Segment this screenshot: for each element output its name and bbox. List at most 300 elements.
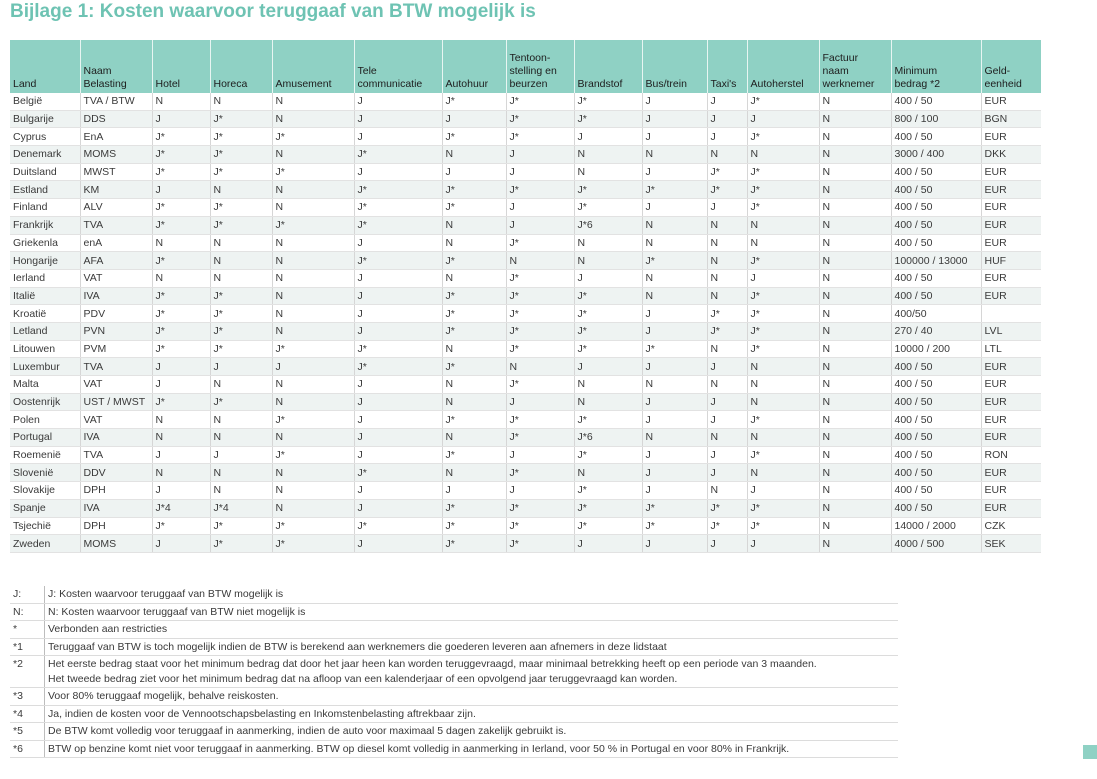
table-row	[10, 340, 1041, 358]
table-cell: J*	[442, 322, 506, 340]
legend-row	[10, 586, 898, 603]
table-cell: N	[442, 464, 506, 482]
table-cell: J	[354, 499, 442, 517]
table-cell: 400/50	[891, 305, 981, 323]
table-cell: J	[506, 146, 574, 164]
country-cell: Kroatië	[10, 305, 80, 323]
country-cell: Malta	[10, 376, 80, 394]
country-cell: Denemark	[10, 146, 80, 164]
table-cell: 400 / 50	[891, 429, 981, 447]
table-row	[10, 287, 1041, 305]
table-cell: J	[642, 305, 707, 323]
table-cell: SEK	[981, 535, 1041, 553]
legend-row	[10, 638, 898, 656]
country-cell: Spanje	[10, 499, 80, 517]
table-cell: N	[152, 411, 210, 429]
table-cell: J	[707, 128, 747, 146]
table-row	[10, 358, 1041, 376]
country-cell: Ierland	[10, 269, 80, 287]
country-cell: Polen	[10, 411, 80, 429]
table-row	[10, 252, 1041, 270]
table-cell: J*	[506, 517, 574, 535]
country-cell: Estland	[10, 181, 80, 199]
table-cell: J	[354, 269, 442, 287]
table-cell: EUR	[981, 199, 1041, 217]
table-cell: TVA	[80, 358, 152, 376]
table-cell: J	[642, 128, 707, 146]
table-cell: J*	[506, 93, 574, 110]
table-cell: J*	[707, 517, 747, 535]
table-cell: N	[707, 287, 747, 305]
table-cell: N	[574, 393, 642, 411]
column-header-line: beurzen	[509, 78, 548, 90]
table-cell: 400 / 50	[891, 181, 981, 199]
table-cell: 400 / 50	[891, 411, 981, 429]
table-cell: J	[354, 322, 442, 340]
table-cell: DDV	[80, 464, 152, 482]
table-cell: J*	[506, 287, 574, 305]
table-cell: J*	[354, 252, 442, 270]
table-cell: J	[152, 446, 210, 464]
table-cell: EUR	[981, 464, 1041, 482]
table-cell: J*	[272, 446, 354, 464]
column-header	[442, 40, 506, 93]
table-cell: J	[747, 110, 819, 128]
legend-description	[45, 638, 899, 656]
table-cell: J	[354, 376, 442, 394]
table-cell: J*	[210, 287, 272, 305]
table-cell: N	[272, 93, 354, 110]
table-row	[10, 234, 1041, 252]
table-cell: N	[210, 252, 272, 270]
table-cell: J	[642, 482, 707, 500]
column-header-line: werknemer	[822, 78, 875, 90]
table-cell: J	[506, 216, 574, 234]
column-header-line: naam	[822, 65, 849, 77]
table-cell: J	[354, 93, 442, 110]
country-cell: Roemenië	[10, 446, 80, 464]
table-cell: N	[819, 163, 891, 181]
table-cell: J*	[642, 517, 707, 535]
table-cell: J	[642, 464, 707, 482]
table-cell: J*	[354, 146, 442, 164]
table-cell: DPH	[80, 482, 152, 500]
legend-description	[45, 688, 899, 706]
table-cell: TVA	[80, 446, 152, 464]
table-cell: J*	[506, 110, 574, 128]
table-cell: J*	[574, 411, 642, 429]
table-cell: J*	[272, 411, 354, 429]
column-header	[210, 40, 272, 93]
table-cell: N	[272, 234, 354, 252]
column-header-line: bedrag *2	[894, 78, 941, 90]
table-cell: PDV	[80, 305, 152, 323]
table-cell: J*	[574, 287, 642, 305]
table-cell: DPH	[80, 517, 152, 535]
table-cell: N	[442, 376, 506, 394]
table-cell: J*	[574, 199, 642, 217]
table-cell: 400 / 50	[891, 482, 981, 500]
table-cell: J	[210, 358, 272, 376]
country-cell: Italië	[10, 287, 80, 305]
legend-description	[45, 740, 899, 758]
table-cell: N	[272, 305, 354, 323]
table-row	[10, 499, 1041, 517]
table-cell: BGN	[981, 110, 1041, 128]
table-cell: N	[707, 340, 747, 358]
table-cell: J*	[747, 252, 819, 270]
table-cell: N	[747, 146, 819, 164]
table-cell: N	[210, 234, 272, 252]
table-cell: HUF	[981, 252, 1041, 270]
table-cell: EUR	[981, 216, 1041, 234]
table-cell: J*	[210, 110, 272, 128]
table-cell: PVM	[80, 340, 152, 358]
table-cell: J*	[506, 340, 574, 358]
table-cell: J	[747, 482, 819, 500]
table-cell: J	[152, 535, 210, 553]
column-header-line: Minimum	[894, 65, 938, 77]
table-cell: J*4	[210, 499, 272, 517]
table-cell: N	[272, 322, 354, 340]
column-header-line: Autohuur	[445, 78, 489, 90]
table-cell: 400 / 50	[891, 163, 981, 181]
table-cell: J*	[747, 181, 819, 199]
table-cell: J*	[442, 287, 506, 305]
table-cell: J	[642, 199, 707, 217]
table-cell: J*	[354, 199, 442, 217]
table-cell: J	[642, 163, 707, 181]
table-cell: N	[819, 464, 891, 482]
table-cell: J*	[152, 252, 210, 270]
column-header-line: Hotel	[155, 78, 181, 90]
table-cell: N	[819, 358, 891, 376]
table-cell: J	[354, 535, 442, 553]
table-cell: J	[574, 358, 642, 376]
table-cell: J	[152, 482, 210, 500]
table-row	[10, 393, 1041, 411]
table-cell: J*	[642, 340, 707, 358]
table-cell: EUR	[981, 429, 1041, 447]
table-cell: J	[354, 482, 442, 500]
table-cell: J	[642, 535, 707, 553]
column-header	[354, 40, 442, 93]
table-cell: EUR	[981, 499, 1041, 517]
table-cell: J*	[272, 535, 354, 553]
table-cell: N	[707, 376, 747, 394]
table-cell: J*	[210, 340, 272, 358]
table-cell: J*	[354, 358, 442, 376]
table-cell: J*	[707, 305, 747, 323]
table-cell: N	[747, 393, 819, 411]
table-cell: VAT	[80, 411, 152, 429]
table-cell: N	[442, 216, 506, 234]
column-header-line: Land	[13, 78, 37, 90]
table-cell: J*	[574, 181, 642, 199]
country-cell: Luxembur	[10, 358, 80, 376]
table-cell: EUR	[981, 358, 1041, 376]
table-cell: N	[819, 499, 891, 517]
table-cell: N	[747, 376, 819, 394]
table-cell: J*	[747, 340, 819, 358]
table-cell: J	[354, 411, 442, 429]
table-cell: J*	[442, 411, 506, 429]
table-cell: N	[819, 376, 891, 394]
legend-row	[10, 740, 898, 758]
table-cell: J*	[272, 517, 354, 535]
table-cell: J	[574, 535, 642, 553]
table-cell: N	[819, 482, 891, 500]
table-cell: MOMS	[80, 535, 152, 553]
table-cell: N	[574, 464, 642, 482]
table-cell: N	[272, 269, 354, 287]
table-row	[10, 269, 1041, 287]
page-corner-marker	[1083, 745, 1097, 759]
table-cell: J*	[152, 340, 210, 358]
column-header	[574, 40, 642, 93]
legend-description-line: Het eerste bedrag staat voor het minimum bedrag dat door het jaar heen kan worden teruggevraagd, maar minimaal betrekking heeft op een periode van 3 maanden.	[48, 658, 817, 670]
column-header	[506, 40, 574, 93]
country-cell: Oostenrijk	[10, 393, 80, 411]
table-row	[10, 464, 1041, 482]
country-cell: Cyprus	[10, 128, 80, 146]
table-cell: J*6	[574, 429, 642, 447]
table-cell: N	[272, 429, 354, 447]
table-cell: N	[210, 376, 272, 394]
table-cell: J*	[354, 181, 442, 199]
table-cell: 400 / 50	[891, 199, 981, 217]
legend-key: N:	[10, 603, 45, 621]
table-cell: J*	[272, 128, 354, 146]
legend-description-line: J: Kosten waarvoor teruggaaf van BTW mogelijk is	[48, 588, 284, 600]
table-cell: 400 / 50	[891, 269, 981, 287]
column-header-line: Amusement	[275, 78, 332, 90]
table-cell: 800 / 100	[891, 110, 981, 128]
table-cell: J	[354, 305, 442, 323]
legend-description-line: Verbonden aan restricties	[48, 623, 168, 635]
table-cell: UST / MWST	[80, 393, 152, 411]
page-title: Bijlage 1: Kosten waarvoor teruggaaf van BTW mogelijk is	[10, 1, 536, 22]
table-cell: N	[152, 429, 210, 447]
table-cell: J	[354, 393, 442, 411]
legend-description-line: Ja, indien de kosten voor de Vennootschapsbelasting en Inkomstenbelasting aftrekbaar zijn.	[48, 707, 476, 720]
table-cell: J	[574, 269, 642, 287]
table-cell: N	[819, 446, 891, 464]
column-header-line: Taxi's	[710, 78, 737, 90]
table-cell: N	[819, 216, 891, 234]
table-cell: J*	[442, 305, 506, 323]
table-cell: 400 / 50	[891, 499, 981, 517]
table-cell: N	[210, 93, 272, 110]
table-cell: J*	[506, 322, 574, 340]
table-row	[10, 517, 1041, 535]
table-row	[10, 305, 1041, 323]
table-cell: J*	[506, 181, 574, 199]
table-cell: J*	[210, 216, 272, 234]
table-cell: J*	[574, 322, 642, 340]
table-cell: N	[210, 181, 272, 199]
legend-key: *5	[10, 723, 45, 741]
table-cell: J*	[574, 305, 642, 323]
legend-description-line: Teruggaaf van BTW is toch mogelijk indien de BTW is berekend aan werknemers die goederen leveren aan afnemers in deze lidstaat	[48, 640, 667, 653]
table-cell: J*	[210, 128, 272, 146]
table-cell: J	[707, 411, 747, 429]
table-cell: J*	[506, 376, 574, 394]
table-cell: 400 / 50	[891, 393, 981, 411]
table-cell: 10000 / 200	[891, 340, 981, 358]
table-row	[10, 146, 1041, 164]
table-cell: N	[819, 93, 891, 110]
table-cell: N	[272, 393, 354, 411]
table-cell: J	[354, 287, 442, 305]
table-cell: CZK	[981, 517, 1041, 535]
table-cell: N	[574, 252, 642, 270]
table-cell: J*	[506, 429, 574, 447]
table-cell: N	[819, 146, 891, 164]
table-cell: J*	[642, 181, 707, 199]
table-cell: N	[747, 429, 819, 447]
table-cell: J*	[152, 128, 210, 146]
legend-key: *3	[10, 688, 45, 706]
table-cell: EUR	[981, 411, 1041, 429]
table-cell: N	[272, 199, 354, 217]
table-cell: VAT	[80, 269, 152, 287]
country-cell: Finland	[10, 199, 80, 217]
table-cell: MWST	[80, 163, 152, 181]
table-cell: IVA	[80, 499, 152, 517]
legend-description-line: Het tweede bedrag ziet voor het minimum bedrag dat na afloop van een kalenderjaar of een opvolgend jaar teruggevraagd kan worden.	[48, 672, 678, 685]
table-cell: J*	[506, 499, 574, 517]
table-cell: J*	[442, 199, 506, 217]
table-cell: N	[272, 464, 354, 482]
table-cell: J*	[506, 464, 574, 482]
legend-description	[45, 621, 899, 639]
column-header-line: Autoherstel	[750, 78, 804, 90]
column-header-line: Factuur	[822, 52, 859, 64]
table-cell: J*	[747, 199, 819, 217]
table-row	[10, 199, 1041, 217]
table-cell: 400 / 50	[891, 376, 981, 394]
table-cell: N	[442, 234, 506, 252]
table-cell: J*	[442, 128, 506, 146]
table-cell: N	[819, 340, 891, 358]
table-cell: J	[354, 446, 442, 464]
table-cell: N	[272, 252, 354, 270]
table-cell: J*	[210, 305, 272, 323]
table-cell: N	[747, 358, 819, 376]
table-cell: EUR	[981, 393, 1041, 411]
column-header-line: Naam	[83, 65, 112, 77]
table-cell: TVA / BTW	[80, 93, 152, 110]
table-cell: J	[506, 446, 574, 464]
table-cell: J*	[442, 499, 506, 517]
country-cell: Slovakije	[10, 482, 80, 500]
table-cell: N	[747, 216, 819, 234]
legend-key: *	[10, 621, 45, 639]
column-header	[707, 40, 747, 93]
table-cell: N	[642, 287, 707, 305]
table-cell: ALV	[80, 199, 152, 217]
table-cell: N	[642, 376, 707, 394]
table-cell: J	[442, 110, 506, 128]
table-cell: N	[272, 146, 354, 164]
table-cell: 270 / 40	[891, 322, 981, 340]
table-cell: J	[354, 234, 442, 252]
table-cell: N	[210, 411, 272, 429]
table-cell: EUR	[981, 287, 1041, 305]
table-cell: J	[506, 199, 574, 217]
table-cell: MOMS	[80, 146, 152, 164]
table-cell: N	[819, 517, 891, 535]
table-cell: J*	[574, 340, 642, 358]
table-cell: N	[506, 358, 574, 376]
table-cell: N	[642, 146, 707, 164]
table-cell: EUR	[981, 234, 1041, 252]
table-cell: N	[819, 269, 891, 287]
table-cell: J	[642, 393, 707, 411]
table-cell: EnA	[80, 128, 152, 146]
table-cell: J*	[442, 181, 506, 199]
table-cell: J*	[506, 234, 574, 252]
table-cell: N	[642, 269, 707, 287]
legend-key: J:	[10, 586, 45, 603]
table-row	[10, 163, 1041, 181]
table-row	[10, 376, 1041, 394]
table-cell: J*	[210, 517, 272, 535]
table-cell: J*	[506, 535, 574, 553]
table-header-row	[10, 40, 1041, 93]
table-cell: J	[152, 376, 210, 394]
legend-key: *2	[10, 656, 45, 688]
table-cell: J	[152, 181, 210, 199]
table-cell: J	[642, 110, 707, 128]
table-cell: N	[819, 252, 891, 270]
table-cell: 400 / 50	[891, 128, 981, 146]
table-cell: J	[152, 110, 210, 128]
country-cell: Frankrijk	[10, 216, 80, 234]
legend-description	[45, 656, 899, 688]
country-cell: Tsjechië	[10, 517, 80, 535]
table-cell: J	[642, 322, 707, 340]
country-cell: Hongarije	[10, 252, 80, 270]
table-cell: 3000 / 400	[891, 146, 981, 164]
table-cell: J*	[506, 128, 574, 146]
table-cell: J	[747, 269, 819, 287]
table-cell: EUR	[981, 163, 1041, 181]
table-cell: N	[210, 269, 272, 287]
table-cell: J*	[747, 411, 819, 429]
table-cell: N	[442, 393, 506, 411]
table-cell: EUR	[981, 269, 1041, 287]
country-cell: Portugal	[10, 429, 80, 447]
table-cell: J	[506, 482, 574, 500]
table-row	[10, 93, 1041, 110]
table-cell: J*	[442, 517, 506, 535]
table-cell: N	[442, 146, 506, 164]
table-cell: J*	[707, 163, 747, 181]
table-cell: J*	[747, 499, 819, 517]
table-cell: N	[819, 128, 891, 146]
table-cell: J*	[707, 322, 747, 340]
table-cell: J	[642, 93, 707, 110]
table-cell: J*	[574, 110, 642, 128]
legend-table	[10, 586, 898, 758]
table-cell: J*	[210, 199, 272, 217]
column-header-line: Belasting	[83, 78, 127, 90]
table-cell: J	[707, 199, 747, 217]
table-cell: 400 / 50	[891, 446, 981, 464]
table-cell: EUR	[981, 376, 1041, 394]
